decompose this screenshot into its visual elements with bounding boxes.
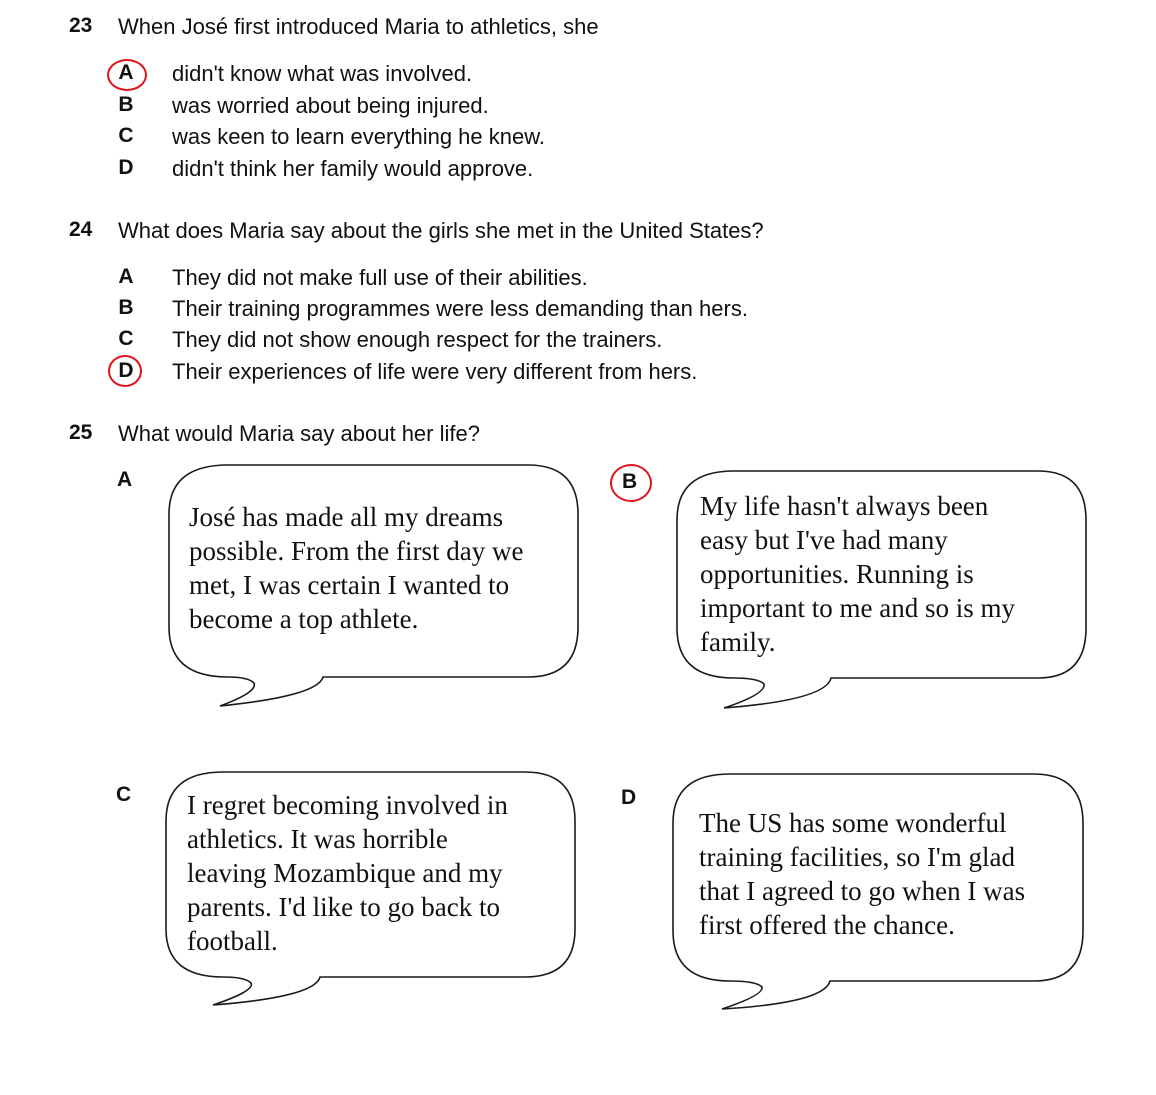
bubble-line: family. xyxy=(700,627,776,657)
bubble-line: that I agreed to go when I was xyxy=(699,876,1026,906)
option-text: They did not make full use of their abilities. xyxy=(172,265,588,290)
bubble-letter-a: A xyxy=(117,468,133,491)
bubble-line: My life hasn't always been xyxy=(700,491,989,521)
bubble-line: met, I was certain I wanted to xyxy=(189,570,510,600)
option-text: was worried about being injured. xyxy=(172,93,489,118)
bubble-line: important to me and so is my xyxy=(700,593,1015,623)
question-text: What would Maria say about her life? xyxy=(118,421,480,446)
bubble-text xyxy=(187,788,508,958)
bubble-line: The US has some wonderful xyxy=(699,808,1007,838)
option-24-c[interactable] xyxy=(0,327,1156,359)
option-23-a[interactable] xyxy=(0,61,1156,93)
speech-bubble-d[interactable] xyxy=(672,773,1086,1015)
option-letter: B xyxy=(118,93,134,116)
question-number: 25 xyxy=(69,421,93,444)
bubble-line: easy but I've had many xyxy=(700,525,948,555)
option-letter: B xyxy=(118,296,134,319)
option-letter: C xyxy=(118,327,134,350)
bubble-letter-b: B xyxy=(622,470,638,493)
bubble-line: become a top athlete. xyxy=(189,604,419,634)
bubble-line: José has made all my dreams xyxy=(189,502,504,532)
question-text: When José first introduced Maria to athletics, she xyxy=(118,14,599,39)
option-text: Their training programmes were less demanding than hers. xyxy=(172,296,748,321)
option-23-b[interactable] xyxy=(0,93,1156,125)
option-letter: D xyxy=(118,156,134,179)
bubble-line: parents. I'd like to go back to xyxy=(187,892,501,922)
bubble-letter-d: D xyxy=(621,786,637,809)
option-24-b[interactable] xyxy=(0,296,1156,328)
bubble-line: possible. From the first day we xyxy=(189,536,524,566)
bubble-text xyxy=(189,500,523,636)
bubble-line: athletics. It was horrible xyxy=(187,824,448,854)
bubble-letter-c: C xyxy=(116,783,132,806)
bubble-text xyxy=(700,489,1015,659)
option-text: didn't know what was involved. xyxy=(172,61,473,86)
option-23-c[interactable] xyxy=(0,124,1156,156)
question-number: 24 xyxy=(69,218,93,241)
option-23-d[interactable] xyxy=(0,156,1156,188)
speech-bubble-c[interactable] xyxy=(165,771,577,1011)
option-text: was keen to learn everything he knew. xyxy=(172,124,546,149)
bubble-line: I regret becoming involved in xyxy=(187,790,508,820)
bubble-line: first offered the chance. xyxy=(699,910,955,940)
speech-bubble-b[interactable] xyxy=(676,470,1088,713)
bubble-line: leaving Mozambique and my xyxy=(187,858,503,888)
option-letter: D xyxy=(118,359,134,382)
option-text: They did not show enough respect for the trainers. xyxy=(172,327,663,352)
option-letter: A xyxy=(118,265,134,288)
option-24-d[interactable] xyxy=(0,359,1156,391)
bubble-line: opportunities. Running is xyxy=(700,559,974,589)
option-text: didn't think her family would approve. xyxy=(172,156,534,181)
option-letter: C xyxy=(118,124,134,147)
option-letter: A xyxy=(118,61,134,84)
option-text: Their experiences of life were very different from hers. xyxy=(172,359,698,384)
question-text: What does Maria say about the girls she met in the United States? xyxy=(118,218,764,243)
bubble-text xyxy=(699,806,1025,942)
bubble-line: training facilities, so I'm glad xyxy=(699,842,1016,872)
option-24-a[interactable] xyxy=(0,265,1156,297)
question-number: 23 xyxy=(69,14,93,37)
bubble-line: football. xyxy=(187,926,278,956)
speech-bubble-a[interactable] xyxy=(168,464,580,709)
